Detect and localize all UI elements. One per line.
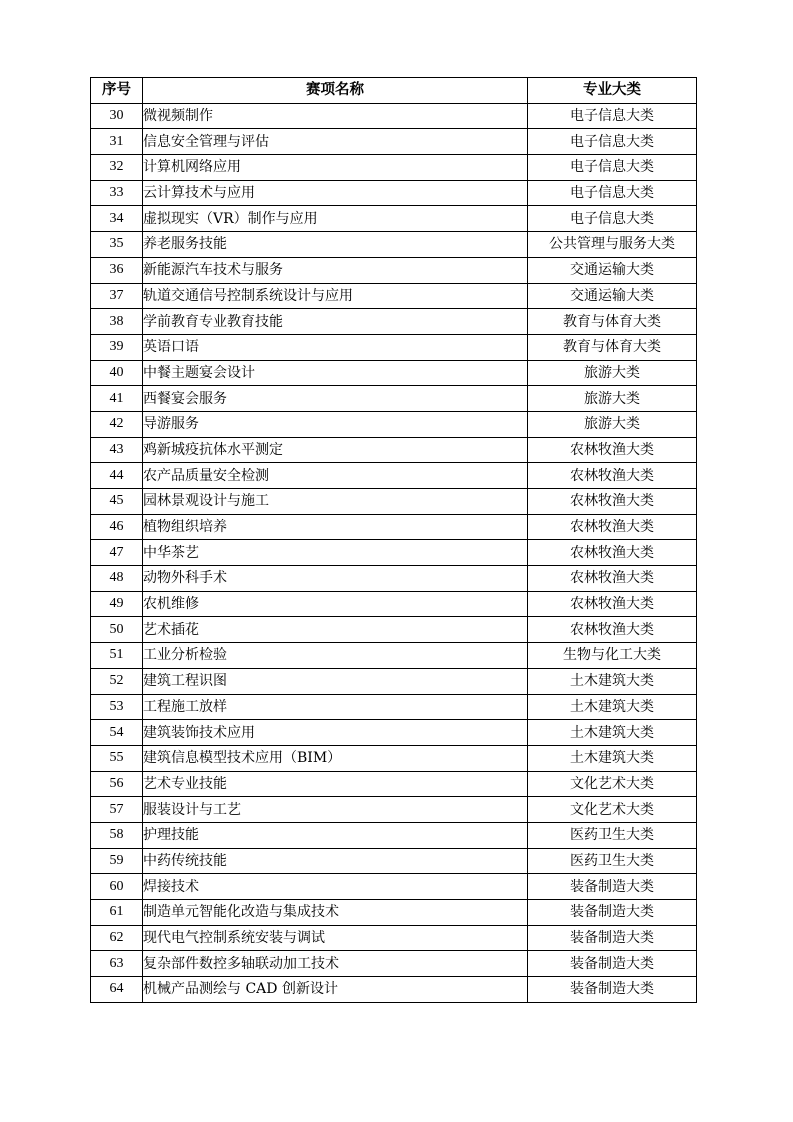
table-row bbox=[91, 540, 697, 566]
table-row bbox=[91, 874, 697, 900]
row-category: 旅游大类 bbox=[528, 360, 697, 386]
row-category: 土木建筑大类 bbox=[528, 668, 697, 694]
row-event-name: 园林景观设计与施工 bbox=[143, 489, 528, 515]
row-category: 农林牧渔大类 bbox=[528, 437, 697, 463]
header-event-name: 赛项名称 bbox=[143, 78, 528, 104]
row-event-name: 工业分析检验 bbox=[143, 643, 528, 669]
row-event-name: 养老服务技能 bbox=[143, 232, 528, 258]
row-category: 农林牧渔大类 bbox=[528, 566, 697, 592]
row-number: 51 bbox=[91, 643, 143, 669]
table-row bbox=[91, 463, 697, 489]
row-event-name: 计算机网络应用 bbox=[143, 155, 528, 181]
row-category: 公共管理与服务大类 bbox=[528, 232, 697, 258]
row-category: 文化艺术大类 bbox=[528, 797, 697, 823]
row-category: 医药卫生大类 bbox=[528, 848, 697, 874]
row-number: 47 bbox=[91, 540, 143, 566]
row-number: 58 bbox=[91, 822, 143, 848]
row-event-name: 艺术插花 bbox=[143, 617, 528, 643]
row-category: 旅游大类 bbox=[528, 411, 697, 437]
row-number: 36 bbox=[91, 257, 143, 283]
row-number: 48 bbox=[91, 566, 143, 592]
row-number: 33 bbox=[91, 180, 143, 206]
row-category: 教育与体育大类 bbox=[528, 309, 697, 335]
row-category: 土木建筑大类 bbox=[528, 720, 697, 746]
row-category: 电子信息大类 bbox=[528, 180, 697, 206]
row-event-name: 轨道交通信号控制系统设计与应用 bbox=[143, 283, 528, 309]
table-row bbox=[91, 360, 697, 386]
row-category: 教育与体育大类 bbox=[528, 334, 697, 360]
row-category: 装备制造大类 bbox=[528, 874, 697, 900]
row-event-name: 建筑装饰技术应用 bbox=[143, 720, 528, 746]
table-row bbox=[91, 386, 697, 412]
row-category: 装备制造大类 bbox=[528, 925, 697, 951]
table-row bbox=[91, 900, 697, 926]
row-category: 交通运输大类 bbox=[528, 257, 697, 283]
row-number: 46 bbox=[91, 514, 143, 540]
row-category: 文化艺术大类 bbox=[528, 771, 697, 797]
row-number: 39 bbox=[91, 334, 143, 360]
row-number: 64 bbox=[91, 977, 143, 1003]
row-event-name: 动物外科手术 bbox=[143, 566, 528, 592]
row-number: 53 bbox=[91, 694, 143, 720]
row-event-name: 微视频制作 bbox=[143, 103, 528, 129]
row-category: 电子信息大类 bbox=[528, 206, 697, 232]
row-event-name: 建筑工程识图 bbox=[143, 668, 528, 694]
row-number: 56 bbox=[91, 771, 143, 797]
table-row bbox=[91, 848, 697, 874]
table-row bbox=[91, 309, 697, 335]
row-event-name: 西餐宴会服务 bbox=[143, 386, 528, 412]
table-row bbox=[91, 489, 697, 515]
row-number: 41 bbox=[91, 386, 143, 412]
table-row bbox=[91, 643, 697, 669]
row-event-name: 植物组织培养 bbox=[143, 514, 528, 540]
row-event-name: 建筑信息模型技术应用（BIM） bbox=[143, 745, 528, 771]
table-row bbox=[91, 129, 697, 155]
row-category: 土木建筑大类 bbox=[528, 745, 697, 771]
row-number: 62 bbox=[91, 925, 143, 951]
table-row bbox=[91, 617, 697, 643]
table-row bbox=[91, 411, 697, 437]
row-category: 农林牧渔大类 bbox=[528, 617, 697, 643]
row-category: 装备制造大类 bbox=[528, 977, 697, 1003]
row-event-name: 信息安全管理与评估 bbox=[143, 129, 528, 155]
table-row bbox=[91, 771, 697, 797]
row-category: 电子信息大类 bbox=[528, 103, 697, 129]
table-row bbox=[91, 977, 697, 1003]
row-event-name: 机械产品测绘与 CAD 创新设计 bbox=[143, 977, 528, 1003]
row-event-name: 学前教育专业教育技能 bbox=[143, 309, 528, 335]
row-number: 63 bbox=[91, 951, 143, 977]
row-event-name: 农产品质量安全检测 bbox=[143, 463, 528, 489]
row-category: 电子信息大类 bbox=[528, 155, 697, 181]
row-event-name: 中华茶艺 bbox=[143, 540, 528, 566]
row-event-name: 中餐主题宴会设计 bbox=[143, 360, 528, 386]
row-number: 44 bbox=[91, 463, 143, 489]
row-number: 35 bbox=[91, 232, 143, 258]
row-event-name: 焊接技术 bbox=[143, 874, 528, 900]
table-row bbox=[91, 694, 697, 720]
row-event-name: 艺术专业技能 bbox=[143, 771, 528, 797]
row-number: 59 bbox=[91, 848, 143, 874]
row-number: 37 bbox=[91, 283, 143, 309]
table-row bbox=[91, 437, 697, 463]
table-row bbox=[91, 566, 697, 592]
row-number: 42 bbox=[91, 411, 143, 437]
row-category: 农林牧渔大类 bbox=[528, 489, 697, 515]
table-row bbox=[91, 591, 697, 617]
table-row bbox=[91, 745, 697, 771]
row-category: 医药卫生大类 bbox=[528, 822, 697, 848]
row-number: 54 bbox=[91, 720, 143, 746]
row-number: 43 bbox=[91, 437, 143, 463]
row-category: 农林牧渔大类 bbox=[528, 514, 697, 540]
row-number: 49 bbox=[91, 591, 143, 617]
row-category: 生物与化工大类 bbox=[528, 643, 697, 669]
row-number: 57 bbox=[91, 797, 143, 823]
row-event-name: 导游服务 bbox=[143, 411, 528, 437]
table-row bbox=[91, 951, 697, 977]
row-number: 38 bbox=[91, 309, 143, 335]
table-row bbox=[91, 720, 697, 746]
row-number: 55 bbox=[91, 745, 143, 771]
table-row bbox=[91, 822, 697, 848]
row-number: 40 bbox=[91, 360, 143, 386]
table-row bbox=[91, 797, 697, 823]
row-number: 34 bbox=[91, 206, 143, 232]
row-event-name: 鸡新城疫抗体水平测定 bbox=[143, 437, 528, 463]
row-number: 31 bbox=[91, 129, 143, 155]
header-number: 序号 bbox=[91, 78, 143, 104]
row-category: 电子信息大类 bbox=[528, 129, 697, 155]
row-event-name: 护理技能 bbox=[143, 822, 528, 848]
row-event-name: 工程施工放样 bbox=[143, 694, 528, 720]
row-category: 农林牧渔大类 bbox=[528, 540, 697, 566]
row-category: 装备制造大类 bbox=[528, 900, 697, 926]
row-event-name: 英语口语 bbox=[143, 334, 528, 360]
row-category: 农林牧渔大类 bbox=[528, 463, 697, 489]
row-event-name: 云计算技术与应用 bbox=[143, 180, 528, 206]
row-number: 30 bbox=[91, 103, 143, 129]
table-row bbox=[91, 257, 697, 283]
row-category: 农林牧渔大类 bbox=[528, 591, 697, 617]
table-row bbox=[91, 334, 697, 360]
table-row bbox=[91, 180, 697, 206]
row-number: 61 bbox=[91, 900, 143, 926]
row-event-name: 中药传统技能 bbox=[143, 848, 528, 874]
table-header-row bbox=[91, 78, 697, 104]
row-number: 60 bbox=[91, 874, 143, 900]
table-row bbox=[91, 232, 697, 258]
table-row bbox=[91, 206, 697, 232]
table-body bbox=[91, 103, 697, 1002]
table-row bbox=[91, 668, 697, 694]
competition-table bbox=[90, 77, 697, 1003]
row-number: 50 bbox=[91, 617, 143, 643]
row-event-name: 服装设计与工艺 bbox=[143, 797, 528, 823]
row-number: 32 bbox=[91, 155, 143, 181]
row-category: 土木建筑大类 bbox=[528, 694, 697, 720]
row-event-name: 现代电气控制系统安装与调试 bbox=[143, 925, 528, 951]
row-event-name: 虚拟现实（VR）制作与应用 bbox=[143, 206, 528, 232]
row-number: 45 bbox=[91, 489, 143, 515]
table-row bbox=[91, 925, 697, 951]
row-event-name: 农机维修 bbox=[143, 591, 528, 617]
header-category: 专业大类 bbox=[528, 78, 697, 104]
row-event-name: 制造单元智能化改造与集成技术 bbox=[143, 900, 528, 926]
row-event-name: 新能源汽车技术与服务 bbox=[143, 257, 528, 283]
row-number: 52 bbox=[91, 668, 143, 694]
row-category: 交通运输大类 bbox=[528, 283, 697, 309]
table-row bbox=[91, 155, 697, 181]
table-row bbox=[91, 103, 697, 129]
row-category: 旅游大类 bbox=[528, 386, 697, 412]
table-row bbox=[91, 514, 697, 540]
row-event-name: 复杂部件数控多轴联动加工技术 bbox=[143, 951, 528, 977]
table-row bbox=[91, 283, 697, 309]
row-category: 装备制造大类 bbox=[528, 951, 697, 977]
